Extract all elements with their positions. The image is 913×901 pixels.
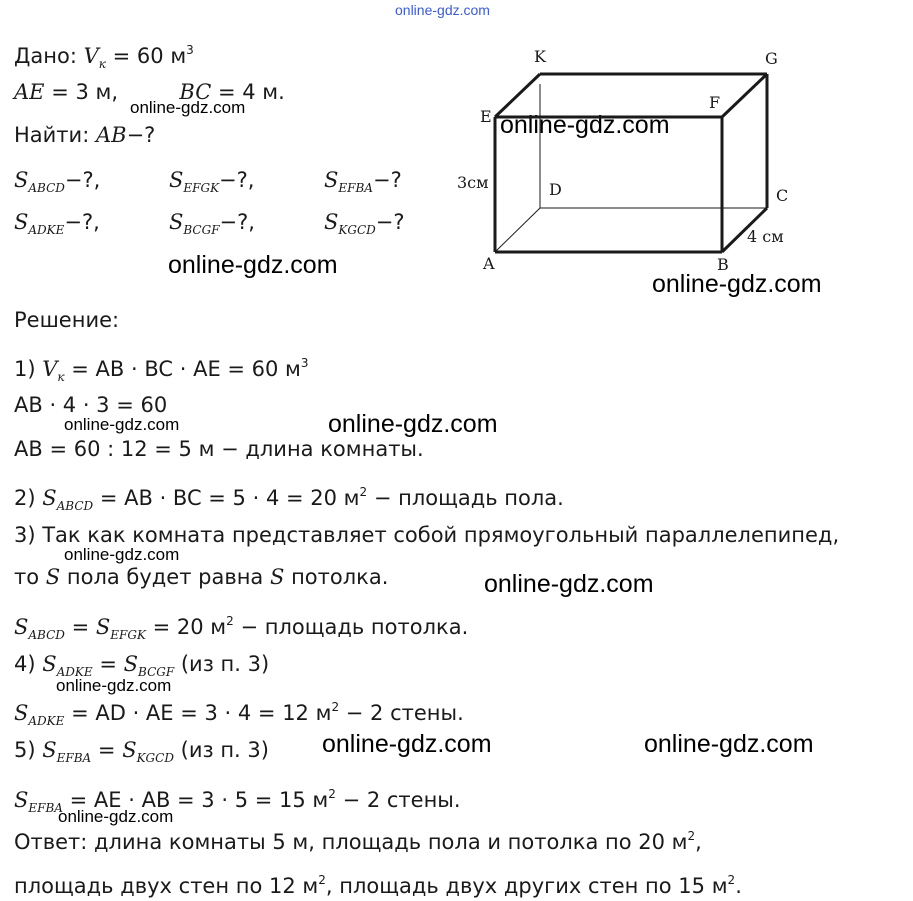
given-edges: AE = 3 м, BC = 4 м. (14, 80, 285, 104)
step-4-equality: 4) $S_{ADKE} = S_{BCGF}$ (из п. 3) (14, 652, 270, 679)
watermark: online-gdz.com (64, 415, 180, 434)
vertex-label-f: F (709, 93, 721, 112)
vertex-label-a: A (483, 254, 495, 273)
watermark: online-gdz.com (395, 2, 490, 18)
height-label: 3см (457, 173, 489, 192)
watermark: online-gdz.com (56, 676, 172, 695)
parallelepiped-figure (455, 42, 795, 282)
watermark: online-gdz.com (322, 730, 492, 758)
vertex-label-b: B (717, 255, 729, 274)
vertex-label-k: K (534, 47, 546, 66)
vertex-label-g: G (765, 49, 778, 68)
watermark: online-gdz.com (500, 111, 670, 139)
answer-line-2: площадь двух стен по 12 $м^2$, площадь двух других стен по 15 $м^2$. (14, 873, 742, 898)
watermark: online-gdz.com (58, 807, 174, 826)
step-1-equation: AB · 4 · 3 = 60 (14, 393, 168, 417)
watermark: online-gdz.com (168, 251, 338, 279)
solution-heading: Решение: (14, 308, 120, 332)
edge-ad (495, 208, 540, 252)
watermark: online-gdz.com (644, 730, 814, 758)
step-4-wall-area: $S_{ADKE}$ = AD · AE = 3 · 4 = 12 $м^2 - 2$ стены. (14, 700, 464, 728)
vertex-label-c: C (776, 186, 789, 205)
given-volume: Дано: $V_к = 60$ $м^3$ (14, 43, 194, 71)
watermark: online-gdz.com (652, 270, 822, 298)
width-label: 4 см (747, 227, 784, 246)
watermark: online-gdz.com (484, 570, 654, 598)
watermark: online-gdz.com (130, 98, 246, 117)
edge-fg (722, 74, 767, 117)
step-3-ceiling-area: $S_{ABCD} = S_{EFGK} = 20$ $м^2$ − площадь потолка. (14, 614, 469, 642)
watermark: online-gdz.com (64, 545, 180, 564)
step-1-result: AB = 60 : 12 = 5 м − длина комнаты. (14, 437, 424, 461)
find-heading: Найти: AB−? (14, 123, 156, 147)
edge-ek (495, 74, 540, 117)
watermark: online-gdz.com (328, 410, 498, 438)
step-5-wall-area: $S_{EFBA}$ = AE · AB = 3 · 5 = 15 $м^2 - 2$ стены. (14, 787, 461, 815)
step-5-equality: 5) $S_{EFBA} = S_{KGCD}$ (из п. 3) (14, 738, 269, 765)
step-3-text: 3) Так как комната представляет собой прямоугольный параллелепипед, (14, 523, 840, 547)
vertex-label-e: E (480, 107, 492, 126)
answer-line-1: Ответ: длина комнаты 5 м, площадь пола и потолка по 20 $м^2$, (14, 829, 702, 854)
step-1-volume: 1) $V_к$ = AB · BC · AE = 60 $м^3$ (14, 356, 309, 384)
step-3-text-cont: то S пола будет равна S потолка. (14, 565, 389, 589)
step-2-floor-area: 2) $S_{ABCD}$ = AB · BC = 5 · 4 = 20 $м^2$ − площадь пола. (14, 485, 564, 513)
vertex-label-d: D (549, 180, 562, 199)
